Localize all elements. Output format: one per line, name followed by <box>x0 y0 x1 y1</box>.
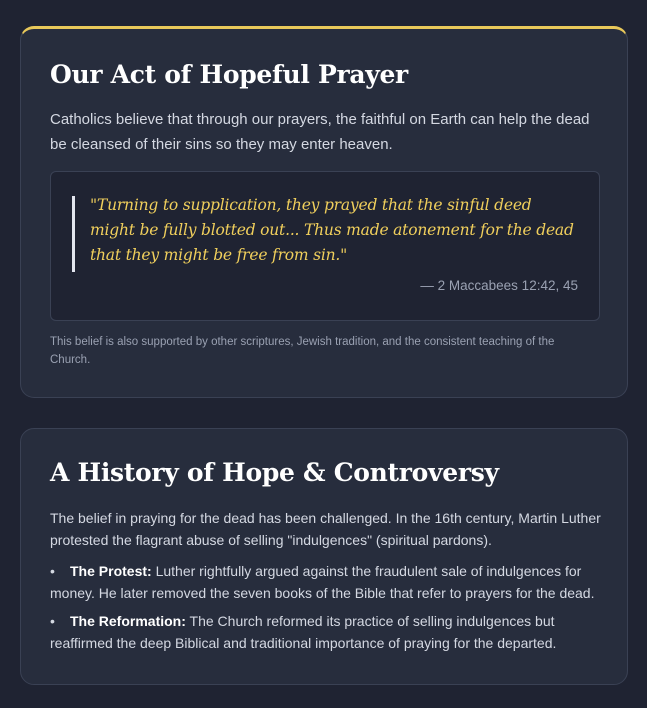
history-title: A History of Hope & Controversy <box>50 458 499 487</box>
bullet-term: The Reformation: <box>70 613 186 629</box>
bullet-item-protest <box>50 560 601 604</box>
hopeful-prayer-card <box>20 26 628 398</box>
history-bullet-list <box>50 560 601 660</box>
scripture-quote-box <box>50 171 600 321</box>
scripture-quote-text: "Turning to supplication, they prayed that the sinful deed might be fully blotted out... Thus made atonement for the dead that they might be free from sin." <box>90 196 574 264</box>
bullet-dot-icon: • <box>50 563 55 579</box>
bullet-term: The Protest: <box>70 563 152 579</box>
bullet-text: Luther rightfully argued against the fraudulent sale of indulgences for money. He later removed the seven books of the Bible that refer to prayers for the dead. <box>50 563 595 601</box>
bullet-dot-icon: • <box>50 613 55 629</box>
supporting-footnote: This belief is also supported by other scriptures, Jewish tradition, and the consistent teaching of the Church. <box>50 336 555 366</box>
quote-accent-bar <box>72 196 75 272</box>
hopeful-prayer-title: Our Act of Hopeful Prayer <box>50 60 408 89</box>
bullet-text: The Church reformed its practice of selling indulgences but reaffirmed the deep Biblical and traditional importance of praying for the departed. <box>50 613 557 651</box>
history-lead: The belief in praying for the dead has been challenged. In the 16th century, Martin Luther protested the flagrant abuse of selling "indulgences" (spiritual pardons). <box>50 510 601 548</box>
bullet-item-reformation <box>50 610 601 654</box>
hopeful-prayer-lead: Catholics believe that through our prayers, the faithful on Earth can help the dead be cleansed of their sins so they may enter heaven. <box>50 111 590 153</box>
history-card <box>20 428 628 685</box>
scripture-citation: — 2 Maccabees 12:42, 45 <box>420 278 578 293</box>
